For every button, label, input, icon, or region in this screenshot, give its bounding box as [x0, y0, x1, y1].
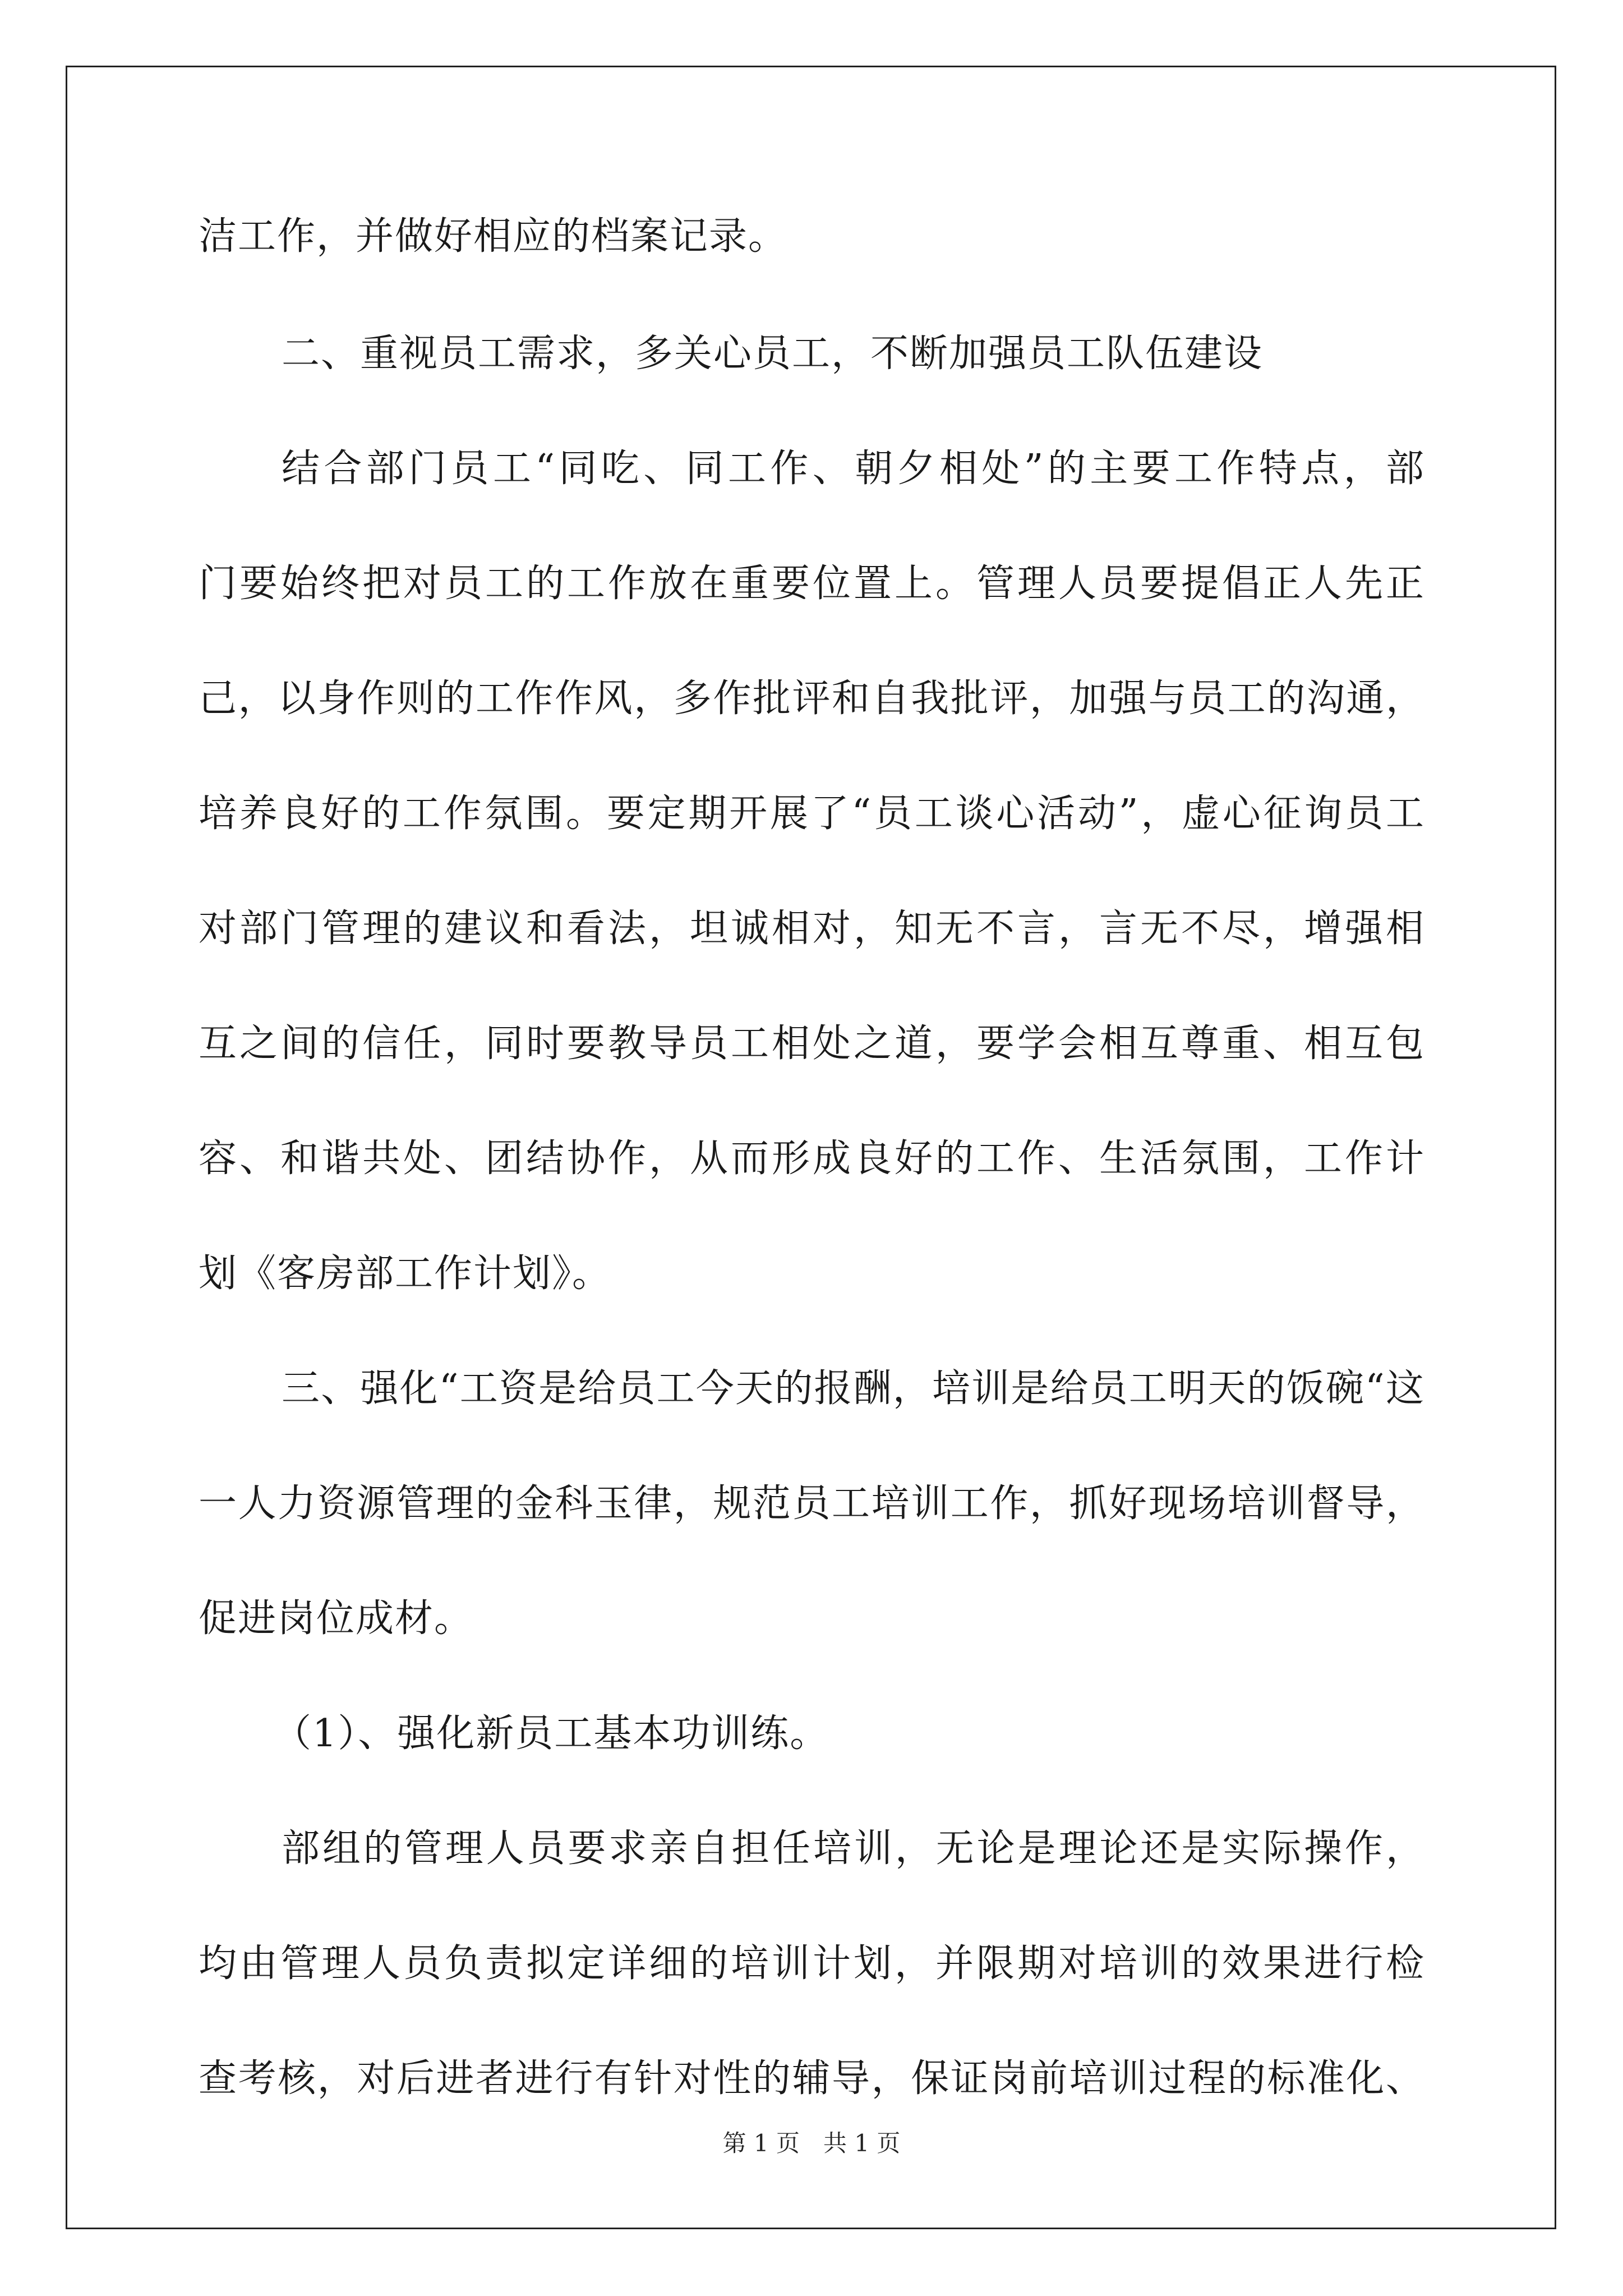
- text-line: 对部门管理的建议和看法，坦诚相对，知无不言，言无不尽，增强相: [199, 907, 1424, 951]
- text-line: 划《客房部工作计划》。: [199, 1251, 612, 1296]
- text-line: 部组的管理人员要求亲自担任培训，无论是理论还是实际操作，: [282, 1826, 1424, 1871]
- subsection-heading: （1）、强化新员工基本功训练。: [273, 1711, 829, 1756]
- text-line: 结合部门员工“同吃、同工作、朝夕相处”的主要工作特点，部: [282, 447, 1424, 491]
- page-number-footer: 第 1 页 共 1 页: [722, 2129, 901, 2157]
- text-line: 门要始终把对员工的工作放在重要位置上。管理人员要提倡正人先正: [199, 562, 1424, 606]
- text-line: 洁工作，并做好相应的档案记录。: [199, 214, 788, 259]
- text-line: 己，以身作则的工作作风，多作批评和自我批评，加强与员工的沟通，: [199, 677, 1424, 721]
- text-line: 促进岗位成材。: [199, 1596, 474, 1641]
- text-line: 查考核，对后进者进行有针对性的辅导，保证岗前培训过程的标准化、: [199, 2056, 1424, 2101]
- text-line: 容、和谐共处、团结协作，从而形成良好的工作、生活氛围，工作计: [199, 1137, 1424, 1181]
- text-line: 培养良好的工作氛围。要定期开展了“员工谈心活动”，虚心征询员工: [199, 792, 1424, 836]
- text-line: 一人力资源管理的金科玉律，规范员工培训工作，抓好现场培训督导，: [199, 1481, 1424, 1526]
- text-line: 均由管理人员负责拟定详细的培训计划，并限期对培训的效果进行检: [199, 1941, 1424, 1986]
- text-line: 互之间的信任，同时要教导员工相处之道，要学会相互尊重、相互包: [199, 1022, 1424, 1066]
- section-heading: 二、重视员工需求，多关心员工，不断加强员工队伍建设: [282, 332, 1264, 376]
- section-heading: 三、强化“工资是给员工今天的报酬，培训是给员工明天的饭碗“这: [282, 1366, 1424, 1411]
